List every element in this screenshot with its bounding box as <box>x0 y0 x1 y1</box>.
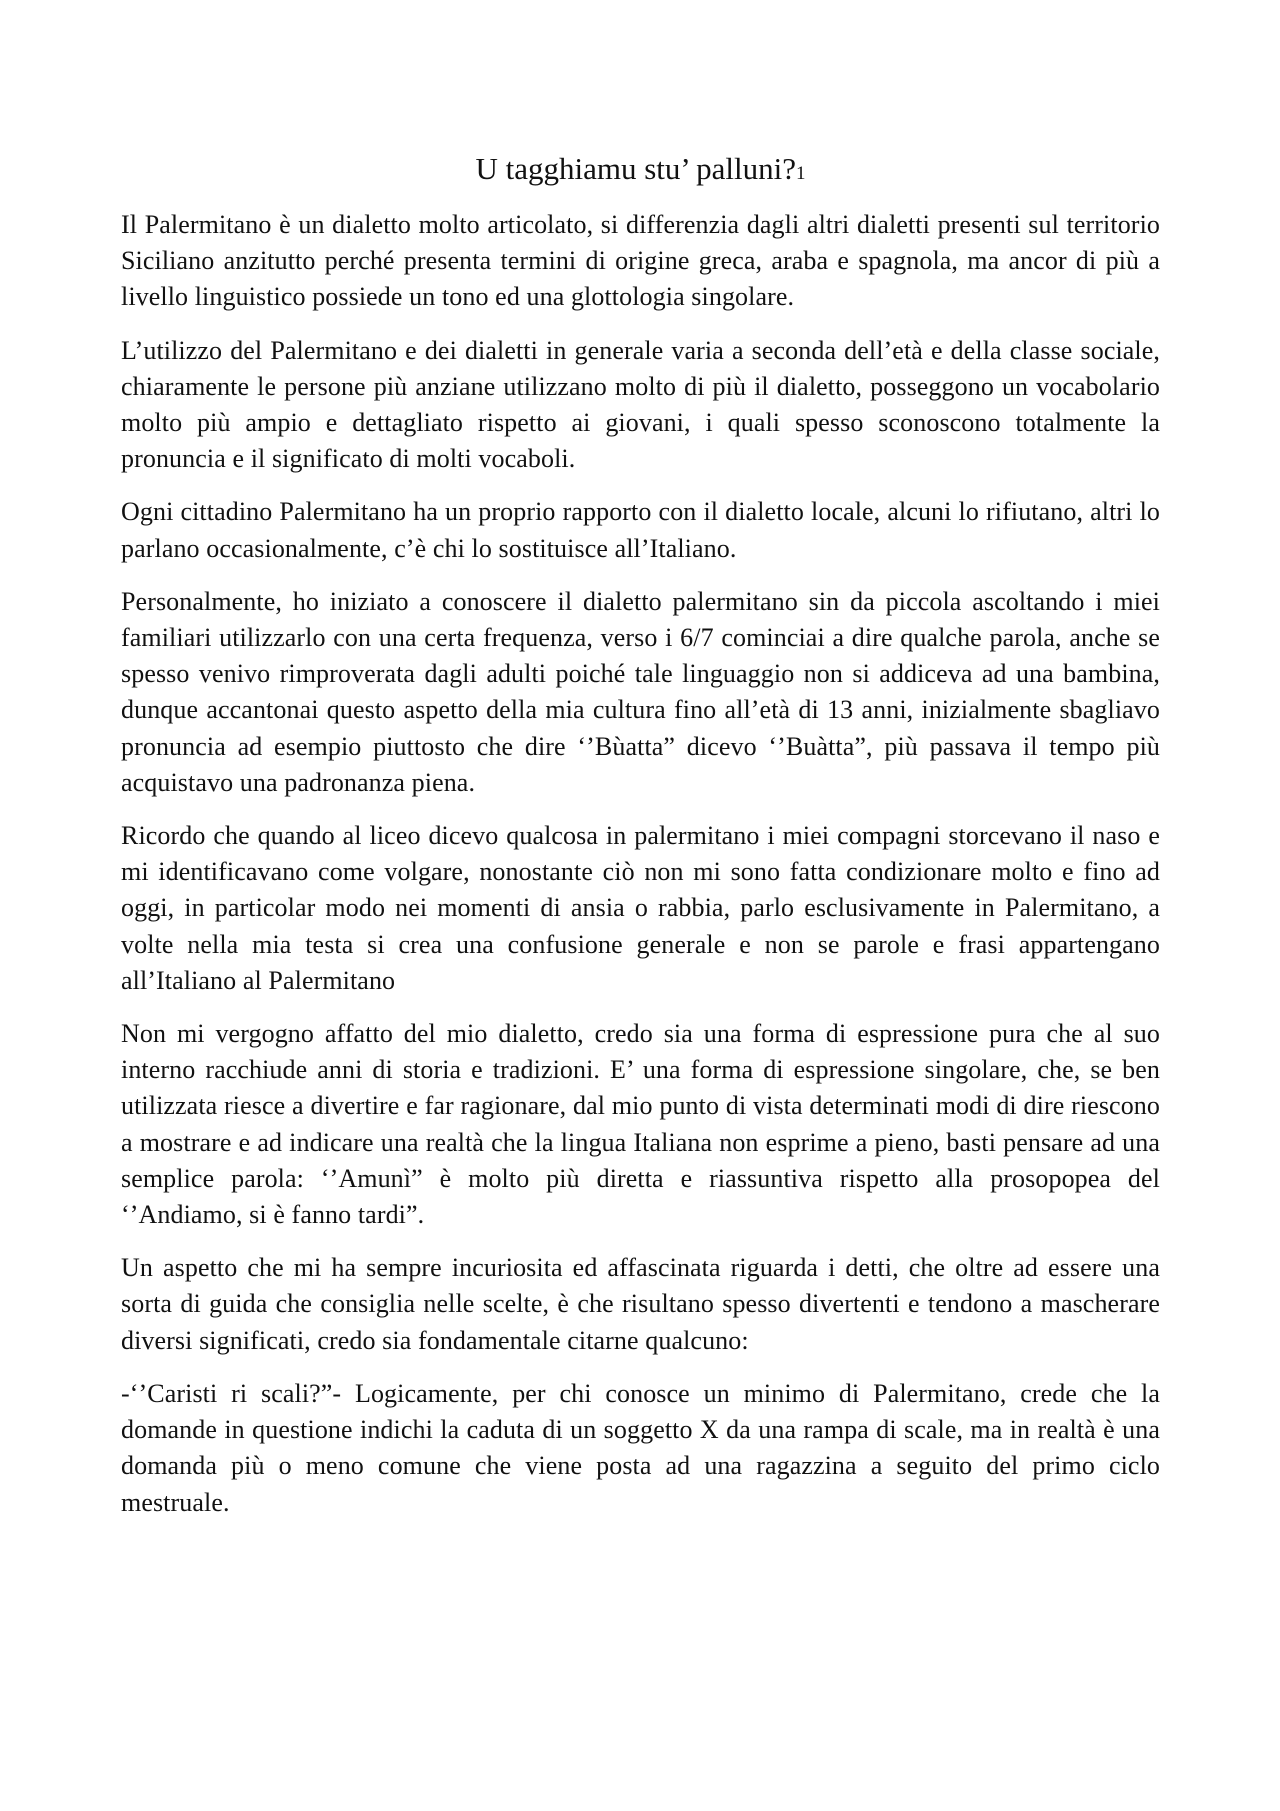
paragraph: -‘’Caristi ri scali?”- Logicamente, per chi conosce un minimo di Palermitano, crede che la domande in questione indichi la caduta di un soggetto X da una rampa di scale, ma in realtà è una domanda più o meno comune che viene posta ad una ragazzina a seguito del primo ciclo mestruale. <box>121 1378 1160 1517</box>
document-body <box>121 148 1160 1538</box>
paragraph: Un aspetto che mi ha sempre incuriosita ed affascinata riguarda i detti, che oltre ad essere una sorta di guida che consiglia nelle scelte, è che risultano spesso divertenti e tendono a mascherare diversi significati, credo sia fondamentale citarne qualcuno: <box>121 1253 1160 1355</box>
paragraph: Non mi vergogno affatto del mio dialetto, credo sia una forma di espressione pura che al suo interno racchiude anni di storia e tradizioni. E’ una forma di espressione singolare, che, se ben utilizzata riesce a divertire e far ragionare, dal mio punto di vista determinati modi di dire riescono a mostrare e ad indicare una realtà che la lingua Italiana non esprime a pieno, basti pensare ad una semplice parola: ‘’Amunì” è molto più diretta e riassuntiva rispetto alla prosopopea del ‘’Andiamo, si è fanno tardi”. <box>121 1019 1160 1230</box>
paragraph: Personalmente, ho iniziato a conoscere il dialetto palermitano sin da piccola ascoltando i miei familiari utilizzarlo con una certa frequenza, verso i 6/7 cominciai a dire qualche parola, anche se spesso venivo rimproverata dagli adulti poiché tale linguaggio non si addiceva ad una bambina, dunque accantonai questo aspetto della mia cultura fino all’età di 13 anni, inizialmente sbagliavo pronuncia ad esempio piuttosto che dire ‘’Bùatta” dicevo ‘’Buàtta”, più passava il tempo più acquistavo una padronanza piena. <box>121 586 1160 797</box>
paragraph: Ricordo che quando al liceo dicevo qualcosa in palermitano i miei compagni storcevano il naso e mi identificavano come volgare, nonostante ciò non mi sono fatta condizionare molto e fino ad oggi, in particolar modo nei momenti di ansia o rabbia, parlo esclusivamente in Palermitano, a volte nella mia testa si crea una confusione generale e non se parole e frasi appartengano all’Italiano al Palermitano <box>121 821 1160 995</box>
paragraph: Ogni cittadino Palermitano ha un proprio rapporto con il dialetto locale, alcuni lo rifiutano, altri lo parlano occasionalmente, c’è chi lo sostituisce all’Italiano. <box>121 497 1160 563</box>
title-text: U tagghiamu stu’ palluni? <box>475 151 797 186</box>
paragraph: L’utilizzo del Palermitano e dei dialetti in generale varia a seconda dell’età e della classe sociale, chiaramente le persone più anziane utilizzano molto di più il dialetto, posseggono un vocabolario molto più ampio e dettagliato rispetto ai giovani, i quali spesso sconoscono totalmente la pronuncia e il significato di molti vocaboli. <box>121 335 1160 474</box>
document-title <box>121 148 1160 195</box>
footnote-marker: 1 <box>796 163 806 184</box>
paragraph: Il Palermitano è un dialetto molto articolato, si differenzia dagli altri dialetti presenti sul territorio Siciliano anzitutto perché presenta termini di origine greca, araba e spagnola, ma ancor di più a livello linguistico possiede un tono ed una glottologia singolare. <box>121 210 1160 312</box>
